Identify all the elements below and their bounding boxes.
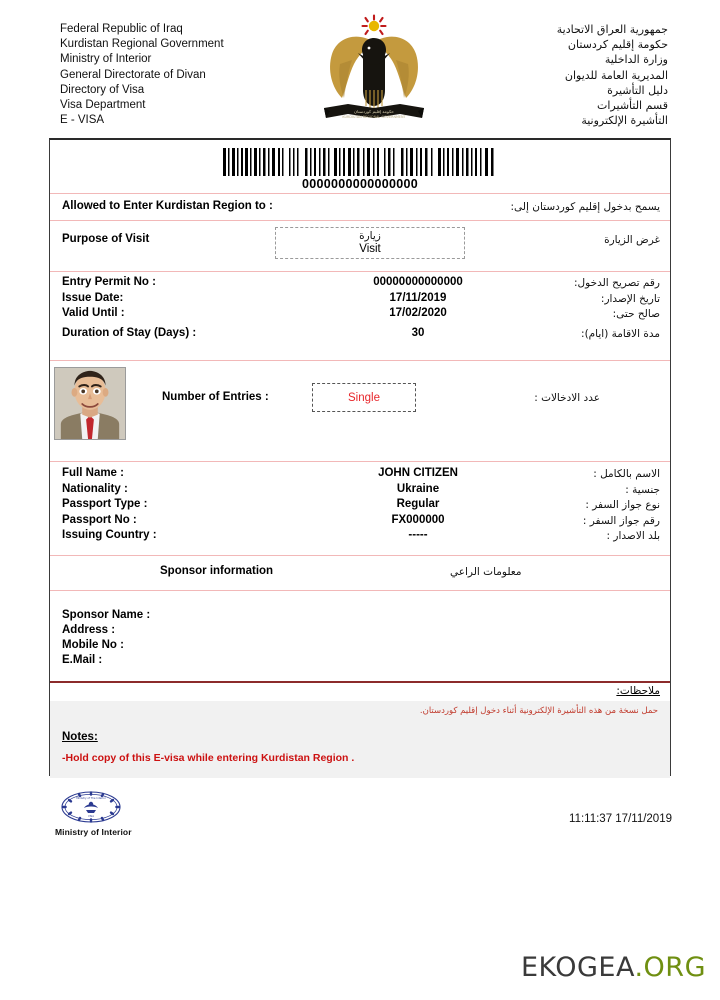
header-line-ar-6: التأشيرة الإلكترونية [581,114,668,128]
passport-type-label-ar: نوع جواز السفر : [585,499,660,511]
header-line-ar-2: وزارة الداخلية [604,53,668,67]
notes-section [50,701,670,778]
sponsor-name-row [50,609,670,624]
passport-type-row [50,498,670,514]
header-line-ar-3: المديرية العامة للديوان [564,68,668,82]
nationality-label-ar: جنسية : [625,483,660,496]
header-line-en-1: Kurdistan Regional Government [60,38,224,51]
entries-value: Single [348,391,380,404]
permit-info-section [50,272,670,360]
passport-type-value: Regular [396,498,440,510]
nationality-row [50,483,670,499]
issuing-country-label-en: Issuing Country : [62,529,157,541]
passport-no-row [50,514,670,530]
purpose-value-ar: زيارة [359,230,381,242]
header-line-ar-4: دليل التأشيرة [607,83,668,97]
barcode-section [50,140,670,193]
entry-permit-no-value: 00000000000000 [373,276,463,288]
sponsor-title-ar: معلومات الراعي [450,566,522,578]
header-right-text [557,22,668,128]
svg-text:Ministry of The Interior: Ministry of The Interior [76,797,106,800]
passport-no-label-ar: رقم جواز السفر : [582,514,660,527]
duration-label-en: Duration of Stay (Days) : [62,326,197,339]
document-header [0,0,720,130]
sponsor-address-label: Address : [62,624,116,636]
entry-permit-no-label-ar: رقم تصريح الدخول: [574,277,660,289]
allowed-label-ar: يسمح بدخول إقليم كوردستان إلى: [510,201,660,213]
entries-label-en: Number of Entries : [162,391,269,403]
notes-text-ar: حمل نسخة من هذه التأشيرة الإلكترونية أثناء دخول إقليم كوردستان. [419,705,658,716]
document-timestamp: 11:11:37 17/11/2019 [569,813,672,825]
svg-text:VISA: VISA [87,815,95,818]
svg-text:حكومة إقليم كوردستان: حكومة إقليم كوردستان [354,109,394,114]
header-left-text [60,22,224,128]
sponsor-fields-section [50,591,670,681]
personal-info-section [50,462,670,555]
purpose-value-en: Visit [359,243,381,255]
sponsor-title-en: Sponsor information [160,565,274,577]
header-line-ar-5: قسم التأشيرات [597,99,668,113]
header-line-en-6: E - VISA [60,114,105,127]
header-line-en-5: Visa Department [60,99,146,112]
purpose-label-en: Purpose of Visit [62,233,150,245]
issue-date-row [50,292,670,308]
duration-of-stay-row [50,323,670,349]
header-line-ar-1: حكومة إقليم كردستان [567,38,668,52]
sponsor-email-row [50,654,670,669]
header-line-ar-0: جمهورية العراق الاتحادية [556,23,668,36]
full-name-row [50,467,670,483]
full-name-label-ar: الاسم بالكامل : [593,468,660,480]
barcode-number: 0000000000000000 [301,177,419,191]
sponsor-name-label: Sponsor Name : [62,609,151,621]
notes-heading-en: Notes: [62,730,98,743]
duration-label-ar: مدة الاقامة (ايام): [581,327,660,340]
header-line-en-4: Directory of Visa [60,83,145,96]
passport-type-label-en: Passport Type : [62,498,148,510]
full-name-label-en: Full Name : [62,467,124,479]
notes-heading-ar: ملاحظات: [616,684,660,697]
sponsor-address-row [50,624,670,639]
sponsor-title-row [50,556,670,590]
issuing-country-row [50,529,670,545]
seal-label: Ministry of Interior [55,827,132,837]
purpose-value-box [275,227,465,259]
valid-until-label-ar: صالح حتى: [612,308,660,320]
issue-date-label-en: Issue Date: [62,291,124,304]
valid-until-label-en: Valid Until : [62,307,125,319]
barcode-image [221,148,499,176]
kurdistan-regional-government-emblem [318,12,430,130]
ekogea-watermark [521,952,706,983]
sponsor-email-label: E.Mail : [62,654,103,666]
photo-and-entries-row [50,361,670,461]
duration-value: 30 [411,326,425,339]
entries-label-ar: عدد الادخالات : [534,392,600,404]
entry-permit-no-row [50,276,670,292]
full-name-value: JOHN CITIZEN [378,467,458,479]
sponsor-mobile-row [50,639,670,654]
notes-text-en: -Hold copy of this E-visa while entering Kurdistan Region . [62,751,355,764]
entries-value-box [312,383,416,412]
purpose-of-visit-row [50,221,670,271]
watermark-name: EKOGEA [520,952,635,983]
header-line-en-3: General Directorate of Divan [60,68,206,81]
valid-until-value: 17/02/2020 [389,307,447,319]
sponsor-mobile-label: Mobile No : [62,639,124,651]
purpose-label-ar: غرض الزيارة [604,234,660,246]
nationality-value: Ukraine [396,482,440,495]
issue-date-label-ar: تاريخ الإصدار: [600,292,660,305]
notes-heading-row [50,683,670,701]
allowed-to-enter-row [50,194,670,220]
watermark-tld: .ORG [634,952,706,983]
issue-date-value: 17/11/2019 [389,291,447,304]
svg-text:KURDISTAN REGIONAL GOVERNMENT: KURDISTAN REGIONAL GOVERNMENT [342,115,406,119]
header-line-en-0: Federal Republic of Iraq [60,23,183,35]
ministry-of-interior-seal [60,790,122,824]
visa-body-frame [49,138,671,776]
header-line-en-2: Ministry of Interior [60,53,152,66]
passport-no-label-en: Passport No : [62,513,137,526]
valid-until-row [50,307,670,323]
issuing-country-value: ----- [408,529,428,541]
entry-permit-no-label-en: Entry Permit No : [62,276,156,288]
issuing-country-label-ar: بلد الاصدار : [606,530,660,542]
applicant-photo [54,367,126,440]
nationality-label-en: Nationality : [62,482,128,495]
allowed-label-en: Allowed to Enter Kurdistan Region to : [62,200,273,212]
passport-no-value: FX000000 [391,513,445,526]
